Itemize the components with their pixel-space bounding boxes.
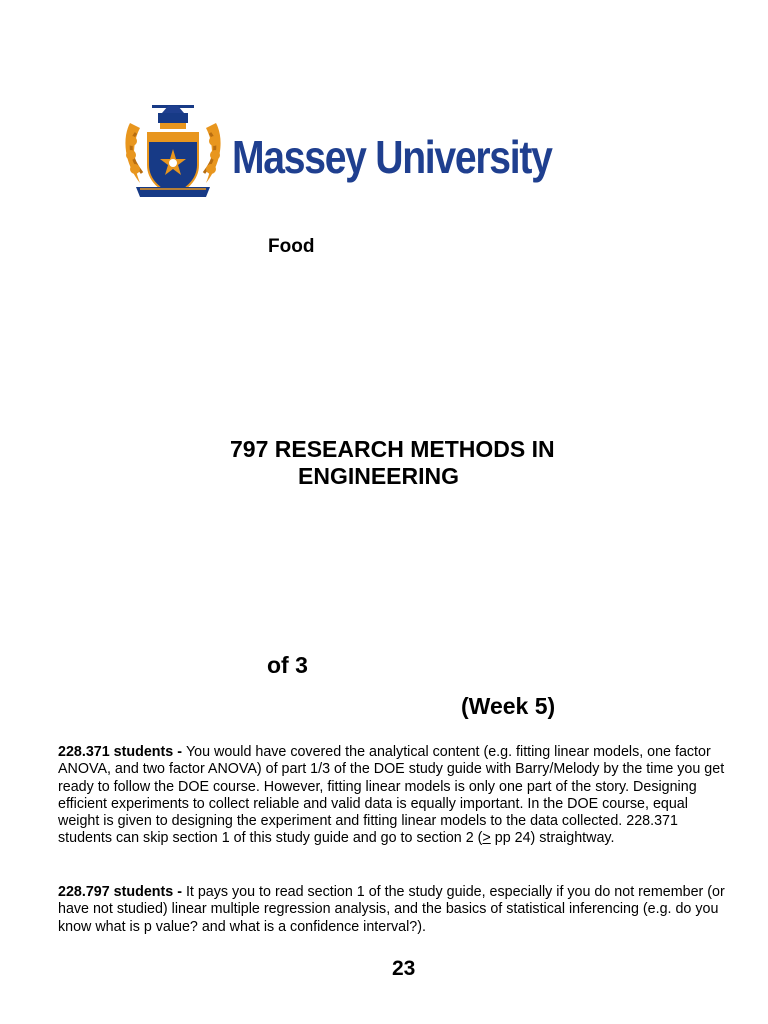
course-title-line2: ENGINEERING bbox=[298, 463, 460, 489]
part-label: of 3 bbox=[267, 652, 308, 678]
note-paragraph-371 bbox=[58, 744, 730, 848]
week-label: (Week 5) bbox=[461, 693, 556, 719]
university-wordmark: Massey University bbox=[232, 131, 552, 183]
note-text-371-b: pp 24) straightway. bbox=[490, 830, 615, 847]
university-crest-logo bbox=[122, 103, 224, 203]
subject-label: Food bbox=[268, 236, 315, 257]
note-symbol-371: > bbox=[482, 830, 491, 847]
note-text-797: It pays you to read section 1 of the study guide, especially if you do not remember (or have not studied) linear multiple regression analysis, and the basics of statistical inferencing (e.g. do you know what is p value? and what is a confidence interval?). bbox=[58, 884, 725, 935]
page-number: 23 bbox=[392, 957, 416, 980]
note-paragraph-797 bbox=[58, 884, 730, 936]
note-heading-797: 228.797 students - bbox=[58, 884, 186, 900]
note-heading-371: 228.371 students - bbox=[58, 744, 186, 760]
note-text-371-a: You would have covered the analytical content (e.g. fitting linear models, one factor ANOVA, and two factor ANOVA) of part 1/3 of the DOE study guide with Barry/Melody by the time you get ready to follow the DOE course. However, fitting linear models is only one part of the story. Designing efficient experiments to collect reliable and valid data is equally important. In the DOE course, equal weight is given to designing the experiment and fitting linear models to the data collected. 228.371 students can skip section 1 of this study guide and go to section 2 ( bbox=[58, 744, 725, 847]
course-title-line1: 797 RESEARCH METHODS IN bbox=[230, 436, 555, 462]
